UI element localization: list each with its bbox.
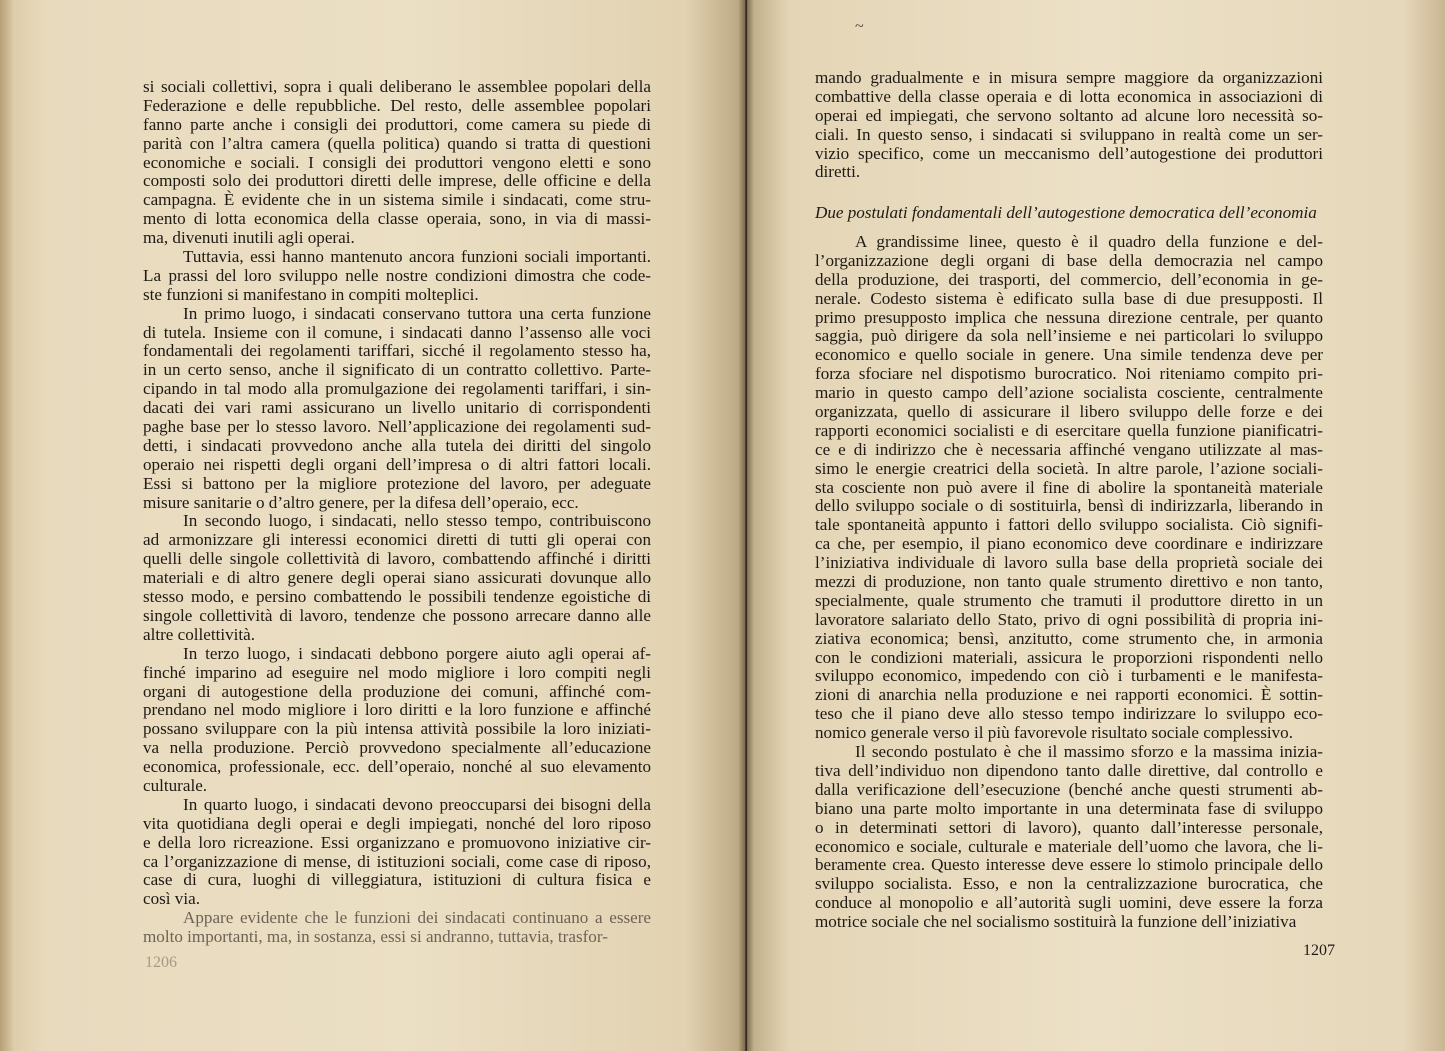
text-line: La prassi del loro sviluppo nelle nostre condizioni dimostra che code- xyxy=(143,265,651,285)
text-line: Federazione e delle repubbliche. Del resto, delle assemblee popolari xyxy=(143,95,651,115)
text-line: ziativa economica; bensì, anzitutto, come strumento che, in armonia xyxy=(815,628,1323,648)
page-number-right: 1207 xyxy=(1303,942,1335,959)
text-line: economico e sociale, culturale e materiale dell’uomo che lavora, che li- xyxy=(815,836,1323,856)
text-line: diretti. xyxy=(815,162,861,182)
text-line: forza sfociare nel dispotismo burocratico. Noi riteniamo compito pri- xyxy=(815,364,1323,384)
text-line: materiali e di altro genere degli operai siano assicurati dovunque allo xyxy=(143,568,651,588)
text-line: operai ed impiegati, che servono soltanto ad alcune loro necessità so- xyxy=(815,105,1323,125)
text-line: dacati dei vari rami assicurano un livello unitario di corrispondenti xyxy=(143,398,651,418)
book-gutter xyxy=(738,0,754,1051)
text-line: mario in questo campo dell’azione socialista cosciente, centralmente xyxy=(815,383,1323,403)
text-line: nerale. Codesto sistema è edificato sulla base di due presupposti. Il xyxy=(815,288,1323,308)
pencil-mark: ~ xyxy=(855,18,864,35)
text-line: economiche e sociali. I consigli dei produttori vengono eletti e sono xyxy=(143,152,651,172)
text-line: campagna. È evidente che in un sistema simile i sindacati, come stru- xyxy=(143,190,651,210)
text-line: tiva dell’individuo non dipendono tanto dalle direttive, dal controllo e xyxy=(815,760,1323,780)
text-line: sviluppo economico, impedendo con ciò i turbamenti e le manifesta- xyxy=(815,666,1323,686)
text-line: In secondo luogo, i sindacati, nello stesso tempo, contribuiscono xyxy=(183,511,651,531)
text-line: primo presupposto implica che nessuna direzione centrale, per quanto xyxy=(815,307,1323,327)
text-line: altre collettività. xyxy=(143,624,256,644)
text-line: economico e quello sociale in genere. Una simile tendenza deve per xyxy=(815,345,1323,365)
text-line: molto importanti, ma, in sostanza, essi si andranno, tuttavia, trasfor- xyxy=(143,927,608,947)
text-line: organi di autogestione della produzione dei comuni, affinché com- xyxy=(143,681,651,701)
text-line: economica, professionale, ecc. dell’operaio, nonché al suo elevamento xyxy=(143,757,651,777)
text-line: l’iniziativa individuale di lavoro sulla base della proprietà sociale dei xyxy=(815,553,1323,573)
text-line: zioni di anarchia nella produzione e nei rapporti economici. È sottin- xyxy=(815,685,1323,705)
left-page-text xyxy=(143,78,651,947)
section-heading: Due postulati fondamentali dell’autogestione democratica dell’economia xyxy=(815,203,1317,222)
text-line: si sociali collettivi, sopra i quali deliberano le assemblee popolari della xyxy=(143,77,651,96)
text-line: beramente crea. Questo interesse deve essere lo stimolo principale dello xyxy=(815,855,1323,875)
text-line: fanno parte anche i consigli dei produttori, come camera su piede di xyxy=(143,114,651,134)
text-line: sviluppo socialista. Esso, e non la centralizzazione burocratica, che xyxy=(815,874,1323,894)
text-line: Appare evidente che le funzioni dei sindacati continuano a essere xyxy=(183,908,651,928)
text-line: dello sviluppo sociale o di sostituirla, bensì di indirizzarla, liberando in xyxy=(815,496,1323,516)
text-line: ce e di indirizzo che è necessaria affinché vengano utilizzate al mas- xyxy=(815,439,1323,459)
text-line: mando gradualmente e in misura sempre maggiore da organizzazioni xyxy=(815,68,1323,87)
text-line: In terzo luogo, i sindacati debbono porgere aiuto agli operai af- xyxy=(183,643,651,663)
text-line: mezzi di produzione, non tanto quale strumento direttivo e non tanto, xyxy=(815,572,1323,592)
text-line: composti solo dei produttori diretti delle imprese, delle officine e della xyxy=(143,171,651,191)
text-line: motrice sociale che nel socialismo sostituirà la funzione dell’iniziativa xyxy=(815,912,1297,932)
text-line: ciali. In questo senso, i sindacati si sviluppano in realtà come un ser- xyxy=(815,124,1323,144)
text-line: stesso modo, e persino combattendo le possibili tendenze egoistiche di xyxy=(143,587,651,607)
text-line: dalla verificazione dell’esecuzione (benché anche questi strumenti ab- xyxy=(815,779,1323,799)
text-line: sta cosciente non può avere il fine di abolire la spontaneità materiale xyxy=(815,477,1323,497)
text-line: singole collettività di lavoro, tendenze che possono arrecare danno alle xyxy=(143,605,651,625)
text-line: teso che il piano deve allo stesso tempo indirizzare lo sviluppo eco- xyxy=(815,704,1323,724)
text-line: fondamentali dei regolamenti tariffari, sicché il regolamento stesso ha, xyxy=(143,341,651,361)
text-line: mento di lotta economica della classe operaia, sono, in via di massi- xyxy=(143,209,651,229)
text-line: conduce al monopolio e all’autorità sugli uomini, deve essere la forza xyxy=(815,893,1323,913)
text-line: biano una parte molto importante in una determinata fase di sviluppo xyxy=(815,798,1323,818)
text-line: simo le energie creatrici della società. In altre parole, l’azione sociali- xyxy=(815,458,1323,478)
text-line: di tutela. Insieme con il comune, i sindacati danno l’assenso alle voci xyxy=(143,322,651,342)
text-line: case di cura, luoghi di villeggiatura, istituzioni di cultura fisica e xyxy=(143,870,651,890)
text-line: cipando in tal modo alla promulgazione dei regolamenti tariffari, i sin- xyxy=(143,379,651,399)
text-line: Il secondo postulato è che il massimo sforzo e la massima inizia- xyxy=(855,742,1323,762)
text-line: e della loro ricreazione. Essi organizzano e promuovono iniziative cir- xyxy=(143,832,651,852)
text-line: finché imparino ad eseguire nel modo migliore i loro compiti negli xyxy=(143,662,651,682)
text-line: Tuttavia, essi hanno mantenuto ancora funzioni sociali importanti. xyxy=(183,247,651,267)
text-line: nomico generale verso il più favorevole risultato sociale complessivo. xyxy=(815,723,1294,743)
text-line: culturale. xyxy=(143,775,208,795)
text-line: rapporti economici socialisti e di esercitare quella funzione pianificatri- xyxy=(815,420,1323,440)
text-line: con le condizioni materiali, assicura le proporzioni rispondenti nello xyxy=(815,647,1323,667)
text-line: In primo luogo, i sindacati conservano tuttora una certa funzione xyxy=(183,303,651,323)
text-line: lavoratore salariato dello Stato, privo di ogni possibilità di propria ini- xyxy=(815,609,1323,629)
page-edge xyxy=(0,0,14,1051)
page-number-left: 1206 xyxy=(145,954,177,971)
text-line: possano sviluppare con la più intensa attività possibile la loro iniziati- xyxy=(143,719,651,739)
text-line: organizzata, quello di assicurare il libero sviluppo delle forze e dei xyxy=(815,402,1323,422)
text-line: ca che, per esempio, il piano economico deve coordinare e indirizzare xyxy=(815,534,1323,554)
text-line: così via. xyxy=(143,889,200,909)
text-line: quelli delle singole collettività di lavoro, combattendo affinché i diritti xyxy=(143,549,651,569)
text-line: prendano nel modo migliore i loro diritti e la loro funzione e affinché xyxy=(143,700,651,720)
text-line: misure sanitarie o d’altro genere, per la difesa dell’operaio, ecc. xyxy=(143,492,579,512)
text-line: ca l’organizzazione di mense, di istituzioni sociali, come case di riposo, xyxy=(143,851,651,871)
text-line: l’organizzazione degli organi di base della democrazia nel campo xyxy=(815,250,1323,270)
text-line: tale spontaneità appunto i fattori dello sviluppo socialista. Ciò signifi- xyxy=(815,515,1323,535)
text-line: ad armonizzare gli interessi economici diretti di tutti gli operai con xyxy=(143,530,651,550)
text-line: specialmente, quale strumento che tramuti il produttore diretto in un xyxy=(815,590,1323,610)
text-line: va nella produzione. Perciò provvedono specialmente all’educazione xyxy=(143,738,651,758)
text-line: detti, i sindacati provvedono anche alla tutela dei diritti del singolo xyxy=(143,435,651,455)
text-line: parità con l’altra camera (quella politica) quando si tratta di questioni xyxy=(143,133,651,153)
text-line: saggia, può dirigere da sola nell’insieme e nei particolari lo sviluppo xyxy=(815,326,1323,346)
text-line: combattive della classe operaia e di lotta economica in associazioni di xyxy=(815,86,1323,106)
right-page-top-text xyxy=(815,69,1323,182)
right-page-body-text xyxy=(815,233,1323,932)
text-line: operaio nei rispetti degli organi dell’impresa o di altri fattori locali. xyxy=(143,454,651,474)
text-line: ma, divenuti inutili agli operai. xyxy=(143,228,355,248)
text-line: ste funzioni si manifestano in compiti molteplici. xyxy=(143,284,479,304)
text-line: in un certo senso, anche il significato di un contratto collettivo. Parte- xyxy=(143,360,651,380)
text-line: paghe base per lo stesso lavoro. Nell’applicazione dei regolamenti sud- xyxy=(143,417,651,437)
text-line: In quarto luogo, i sindacati devono preoccuparsi dei bisogni della xyxy=(183,794,651,814)
text-line: vizio specifico, come un meccanismo dell’autogestione dei produttori xyxy=(815,143,1323,163)
text-line: Essi si battono per la migliore protezione del lavoro, per adeguate xyxy=(143,473,651,493)
text-line: o in determinati settori di lavoro), quanto dall’interesse personale, xyxy=(815,817,1323,837)
text-line: vita quotidiana degli operai e degli impiegati, nonché del loro riposo xyxy=(143,813,651,833)
text-line: A grandissime linee, questo è il quadro della funzione e del- xyxy=(855,232,1323,251)
text-line: della produzione, dei trasporti, del commercio, dell’economia in ge- xyxy=(815,269,1323,289)
